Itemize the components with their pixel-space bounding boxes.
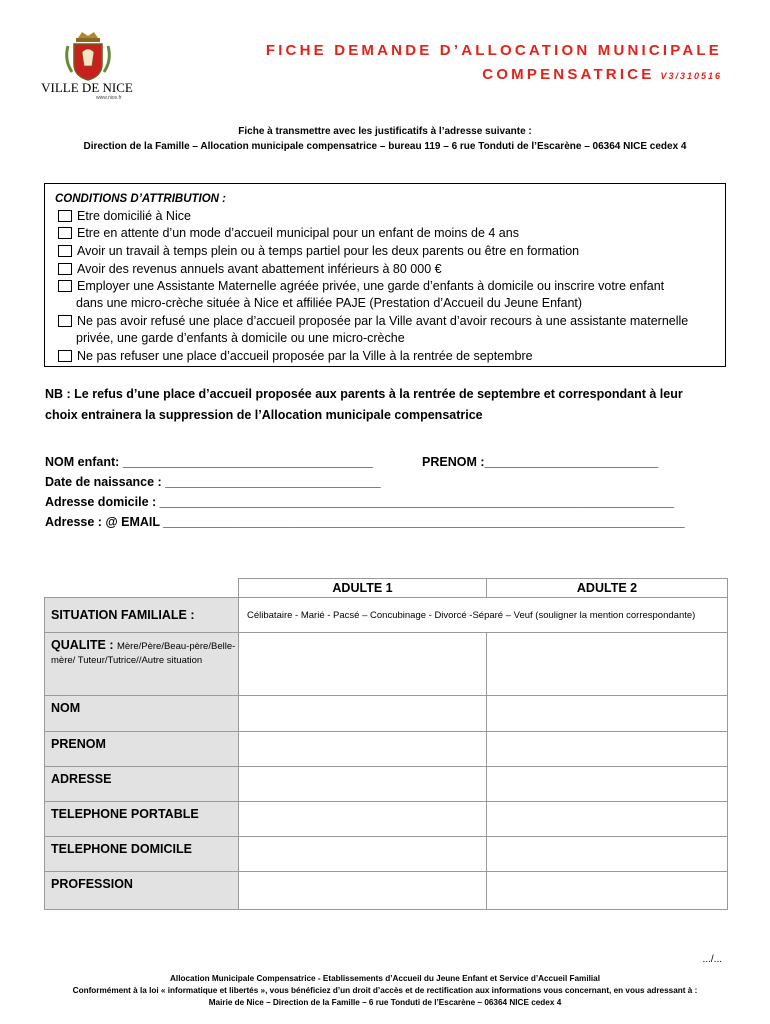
nb-line: NB : Le refus d’une place d’accueil proposée aux parents à la rentrée de septembre et correspondant à leur — [45, 387, 683, 401]
qualite-label — [45, 633, 239, 696]
cell-adulte-2[interactable] — [487, 837, 728, 872]
condition-item: Etre domicilié à Nice — [58, 209, 191, 223]
cell-adulte-2[interactable] — [487, 872, 728, 910]
nb-line: choix entrainera la suppression de l’Allocation municipale compensatrice — [45, 408, 483, 422]
cell-adulte-2[interactable] — [487, 732, 728, 767]
version-code: V3/310516 — [660, 71, 722, 81]
condition-item-continued: dans une micro-crèche située à Nice et affiliée PAJE (Prestation d’Accueil du Jeune Enfant) — [76, 296, 583, 310]
condition-item: Avoir un travail à temps plein ou à temps partiel pour les deux parents ou être en formation — [58, 244, 579, 258]
cell-adulte-1[interactable] — [239, 696, 487, 732]
header-adulte-2: ADULTE 2 — [487, 579, 728, 598]
conditions-title: CONDITIONS D’ATTRIBUTION : — [55, 193, 226, 205]
cell-adulte-2[interactable] — [487, 696, 728, 732]
checkbox[interactable] — [58, 245, 72, 257]
nb-notice — [45, 384, 683, 426]
condition-item: Employer une Assistante Maternelle agréée privée, une garde d’enfants à domicile ou inscrire votre enfant — [58, 279, 664, 293]
cell-adulte-2[interactable] — [487, 802, 728, 837]
page-continuation: .../... — [702, 954, 722, 965]
condition-item: Avoir des revenus annuels avant abattement inférieurs à 80 000 € — [58, 262, 442, 276]
checkbox[interactable] — [58, 350, 72, 362]
nom-enfant-field[interactable]: NOM enfant: ____________________________________ — [45, 455, 374, 469]
form-title-line1: FICHE DEMANDE D’ALLOCATION MUNICIPALE — [265, 42, 722, 59]
adults-table — [44, 578, 728, 910]
prenom-field[interactable]: PRENOM :_________________________ — [422, 455, 659, 469]
adresse-domicile-field[interactable]: Adresse domicile : __________________________________________________________________________ — [45, 495, 675, 509]
header-adulte-1: ADULTE 1 — [239, 579, 487, 598]
checkbox[interactable] — [58, 227, 72, 239]
condition-item: Ne pas avoir refusé une place d’accueil proposée par la Ville avant d’avoir recours à une assistante maternelle — [58, 314, 688, 328]
checkbox[interactable] — [58, 263, 72, 275]
row-label-telephone-domicile: TELEPHONE DOMICILE — [45, 837, 239, 872]
condition-item: Ne pas refuser une place d’accueil proposée par la Ville à la rentrée de septembre — [58, 349, 533, 363]
transmit-instructions: Fiche à transmettre avec les justificatifs à l’adresse suivante : — [238, 126, 532, 137]
cell-adulte-2[interactable] — [487, 633, 728, 696]
condition-item-continued: privée, une garde d’enfants à domicile ou une micro-crèche — [76, 331, 405, 345]
cell-adulte-1[interactable] — [239, 802, 487, 837]
row-label-nom: NOM — [45, 696, 239, 732]
row-label-adresse: ADRESSE — [45, 767, 239, 802]
footer-line: Conformément à la loi « informatique et libertés », vous bénéficiez d’un droit d’accès et de rectification aux informations vous concernant, en vous adressant à : — [72, 986, 698, 995]
footer-line: Mairie de Nice – Direction de la Famille – 6 rue Tonduti de l’Escarène – 06364 NICE cedex 4 — [208, 998, 562, 1007]
row-label-telephone-portable: TELEPHONE PORTABLE — [45, 802, 239, 837]
transmit-address: Direction de la Famille – Allocation municipale compensatrice – bureau 119 – 6 rue Tonduti de l’Escarène – 06364 NICE cedex 4 — [83, 141, 687, 152]
adresse-email-field[interactable]: Adresse : @ EMAIL ___________________________________________________________________________ — [45, 515, 685, 529]
form-title-word: COMPENSATRICE — [482, 66, 655, 83]
table-corner — [45, 579, 239, 598]
conditions-box — [44, 183, 726, 367]
cell-adulte-1[interactable] — [239, 633, 487, 696]
cell-adulte-2[interactable] — [487, 767, 728, 802]
qualite-detail: Mère/Père/Beau-père/Belle-mère/ Tuteur/Tutrice//Autre situation — [51, 641, 236, 666]
situation-options[interactable]: Célibataire - Marié - Pacsé – Concubinage - Divorcé -Séparé – Veuf (souligner la mention correspondante) — [239, 598, 728, 633]
checkbox[interactable] — [58, 280, 72, 292]
cell-adulte-1[interactable] — [239, 872, 487, 910]
condition-item: Etre en attente d’un mode d’accueil municipal pour un enfant de moins de 4 ans — [58, 226, 519, 240]
cell-adulte-1[interactable] — [239, 837, 487, 872]
qualite-title: QUALITE : — [51, 638, 114, 652]
row-label-profession: PROFESSION — [45, 872, 239, 910]
date-naissance-field[interactable]: Date de naissance : _______________________________ — [45, 475, 381, 489]
logo-url: www.nice.fr — [96, 95, 122, 101]
checkbox[interactable] — [58, 315, 72, 327]
cell-adulte-1[interactable] — [239, 767, 487, 802]
situation-label: SITUATION FAMILIALE : — [45, 598, 239, 633]
checkbox[interactable] — [58, 210, 72, 222]
footer-line: Allocation Municipale Compensatrice - Etablissements d’Accueil du Jeune Enfant et Service d’Accueil Familial — [170, 974, 600, 983]
row-label-prenom: PRENOM — [45, 732, 239, 767]
cell-adulte-1[interactable] — [239, 732, 487, 767]
form-title-line2 — [482, 66, 722, 83]
logo-text: VILLE DE NICE — [41, 80, 133, 95]
